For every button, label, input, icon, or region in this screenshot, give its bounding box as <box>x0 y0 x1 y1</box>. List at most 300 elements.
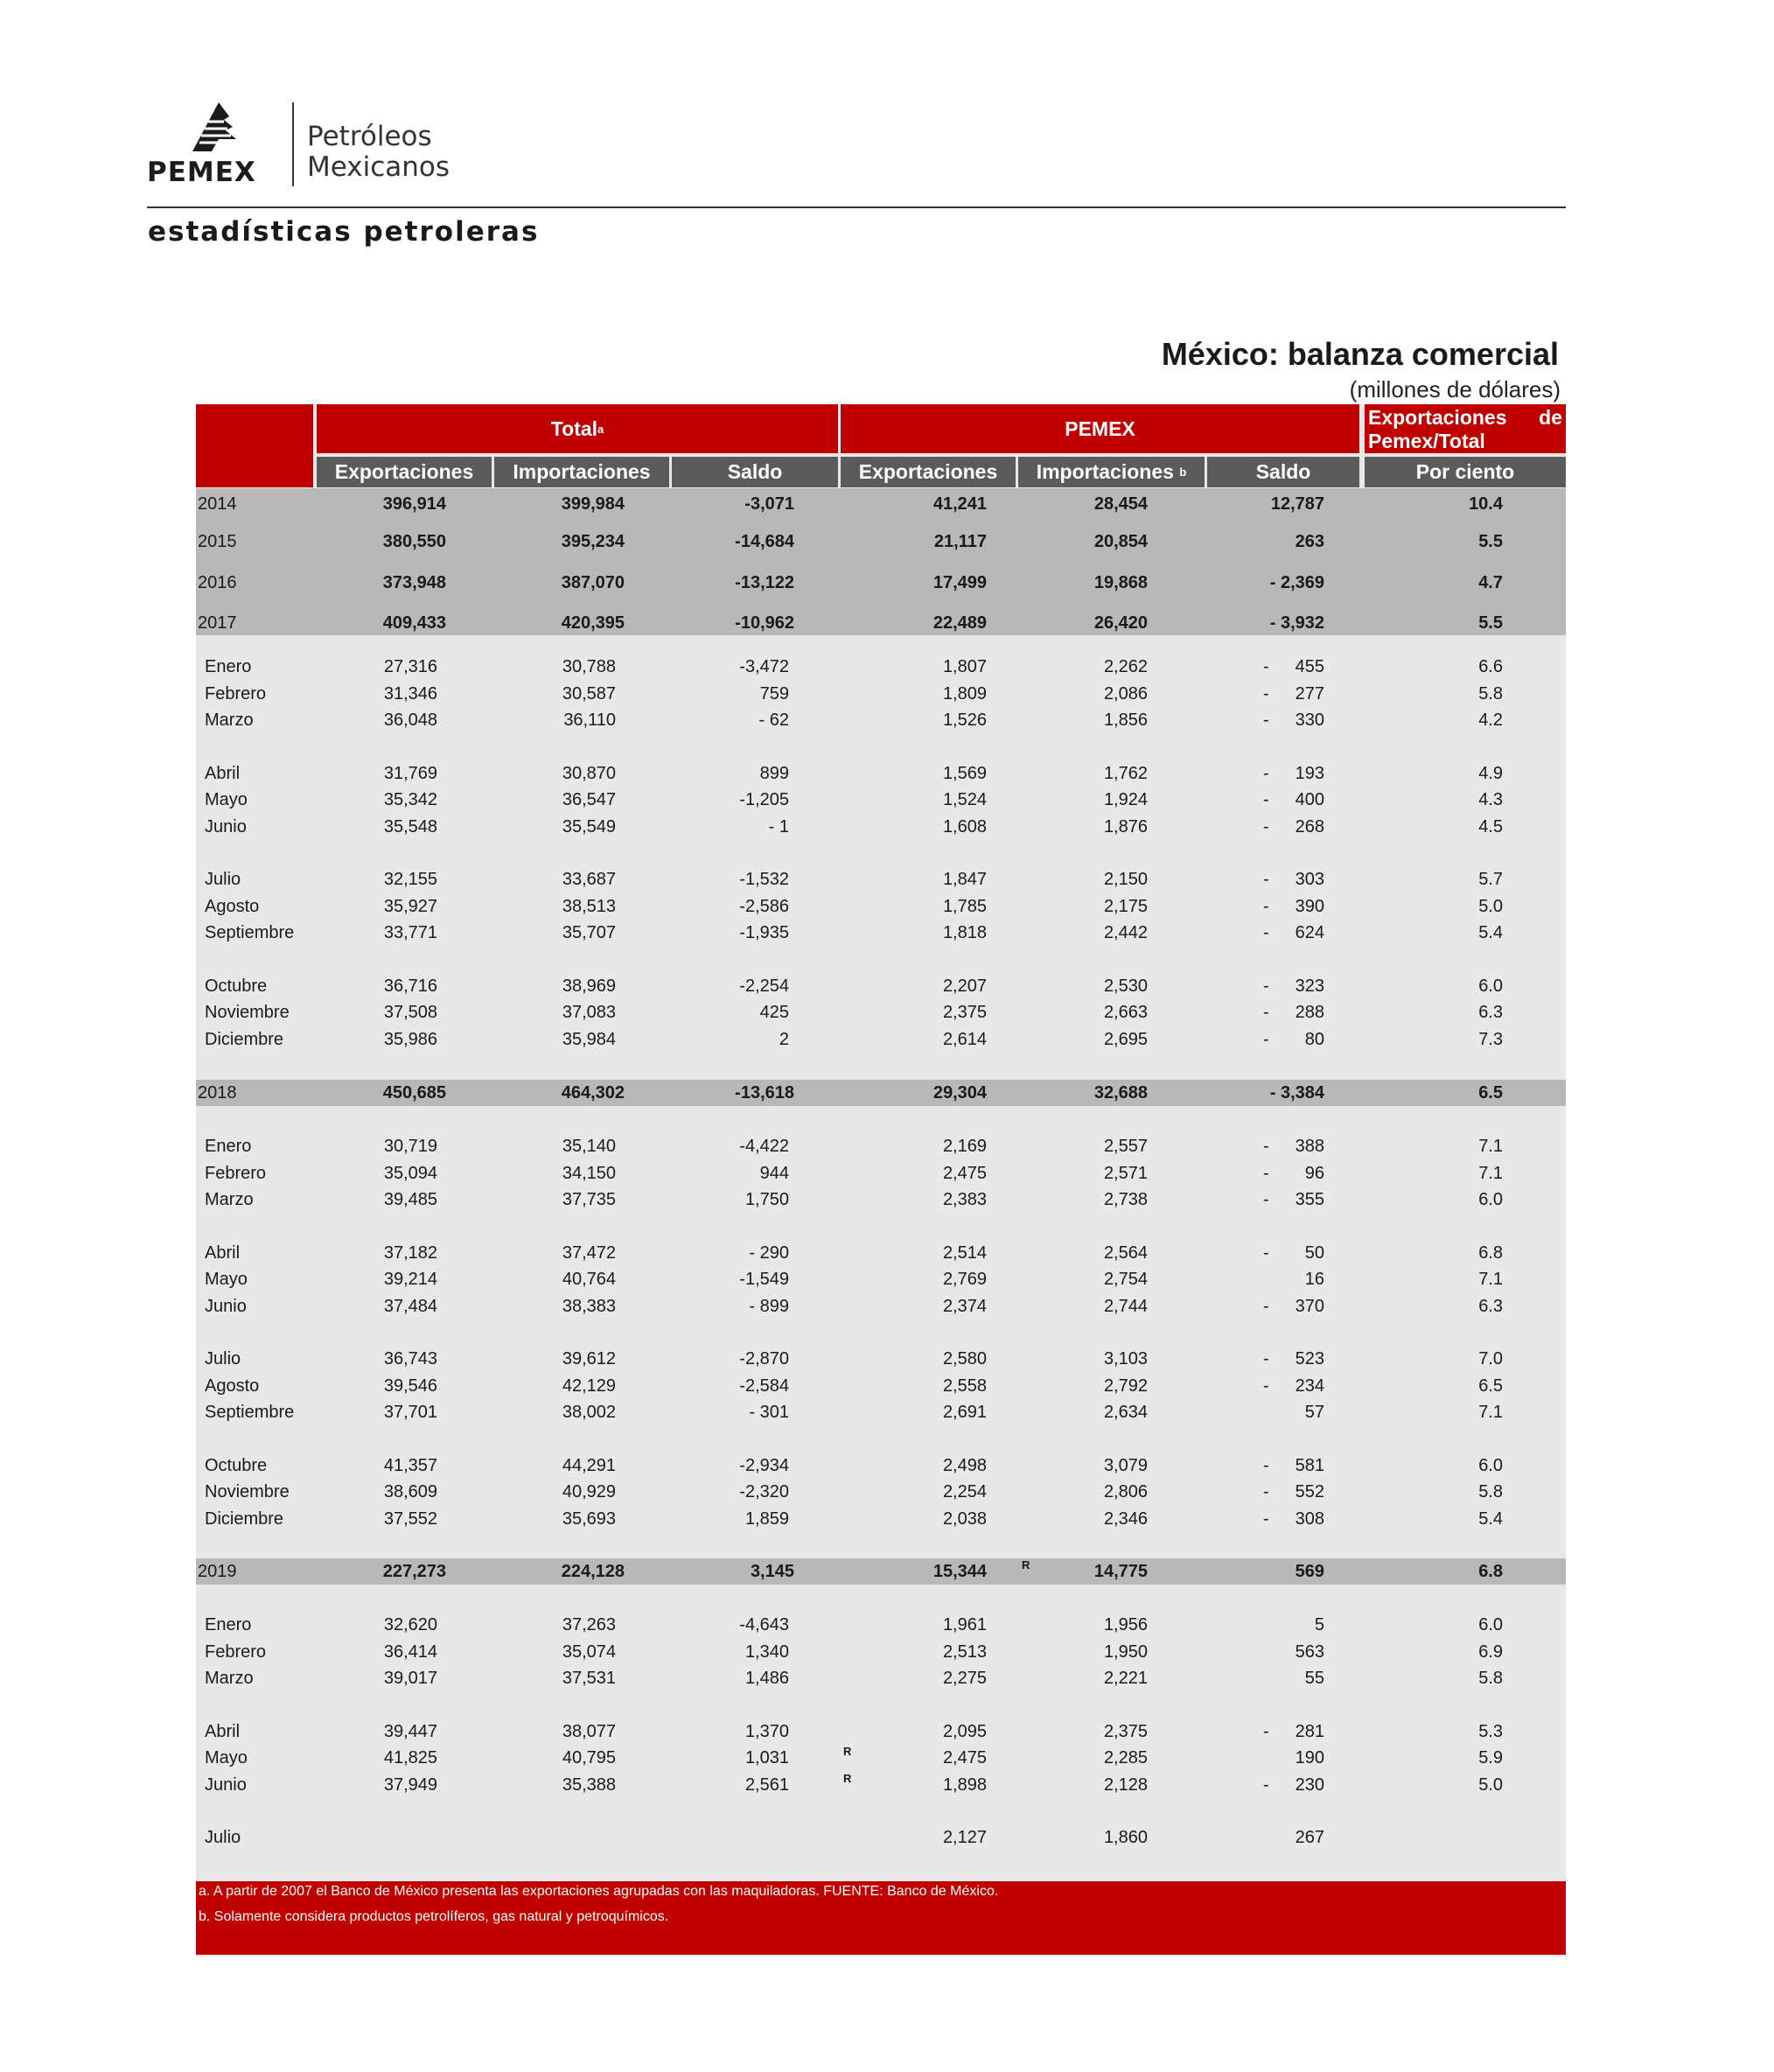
month-row <box>196 654 1566 680</box>
cell: 4.7 <box>1478 573 1503 592</box>
row-label: Abril <box>205 1722 241 1741</box>
row-label: 2016 <box>198 573 237 592</box>
negative-sign: - <box>1263 923 1269 942</box>
month-row <box>196 1772 1566 1798</box>
cell: 38,513 <box>562 897 616 916</box>
row-label: Febrero <box>205 684 267 704</box>
cell: 30,788 <box>562 657 616 676</box>
row-label: Noviembre <box>205 1003 290 1022</box>
cell: 7.0 <box>1478 1349 1503 1368</box>
month-row <box>196 893 1566 920</box>
pemex-imports-label: Importaciones <box>1036 460 1174 483</box>
cell: 41,357 <box>383 1456 437 1475</box>
cell: 5.4 <box>1478 923 1503 942</box>
cell: -2,586 <box>739 897 789 916</box>
cell: 944 <box>759 1164 789 1183</box>
cell: -3,472 <box>739 657 789 676</box>
cell: 2,695 <box>1103 1030 1148 1049</box>
cell: 28,454 <box>1093 494 1148 514</box>
row-label: Septiembre <box>205 1403 295 1422</box>
year-row-2018 <box>196 1080 1566 1106</box>
row-label: Junio <box>205 1297 247 1316</box>
cell: 39,612 <box>562 1349 616 1368</box>
cell: 31,769 <box>383 764 437 783</box>
document-units: (millones de dólares) <box>1349 376 1561 402</box>
cell: -10,962 <box>735 613 794 633</box>
month-row <box>196 866 1566 892</box>
col-header-total-exports: Exportaciones <box>317 457 492 487</box>
row-label: Abril <box>205 1243 241 1263</box>
negative-sign: - <box>1263 1190 1269 1209</box>
cell: 4.5 <box>1478 817 1503 836</box>
cell: 277 <box>1295 684 1324 704</box>
month-row <box>196 1665 1566 1691</box>
cell: 2,806 <box>1103 1482 1148 1502</box>
cell: 1,956 <box>1103 1615 1148 1634</box>
cell: 1,809 <box>942 684 987 704</box>
cell: 7.1 <box>1478 1270 1503 1289</box>
cell: 17,499 <box>932 573 987 592</box>
cell: 19,868 <box>1093 573 1148 592</box>
cell: -2,320 <box>739 1482 789 1502</box>
cell: 759 <box>759 684 789 704</box>
cell: 27,316 <box>383 657 437 676</box>
cell: 39,447 <box>383 1722 437 1741</box>
row-label: 2015 <box>198 532 237 551</box>
cell: 1,950 <box>1103 1642 1148 1662</box>
row-label: 2018 <box>198 1083 237 1102</box>
cell: 523 <box>1295 1349 1324 1368</box>
negative-sign: - <box>1263 897 1269 916</box>
cell: 39,017 <box>383 1669 437 1688</box>
cell: 2,128 <box>1103 1775 1148 1795</box>
cell: -3,071 <box>744 494 794 514</box>
cell: 2,498 <box>942 1456 987 1475</box>
negative-sign: - <box>1263 1030 1269 1049</box>
cell: 36,716 <box>383 976 437 996</box>
negative-sign: - <box>1263 1297 1269 1316</box>
cell: 1,860 <box>1103 1828 1148 1847</box>
col-header-total-balance: Saldo <box>672 457 838 487</box>
cell: 38,002 <box>562 1403 616 1422</box>
row-label: Enero <box>205 657 252 676</box>
row-label: Mayo <box>205 1270 248 1289</box>
cell: 37,472 <box>562 1243 616 1263</box>
cell: 35,094 <box>383 1164 437 1183</box>
cell: 36,547 <box>562 790 616 809</box>
cell: 35,074 <box>562 1642 616 1662</box>
cell: - 899 <box>749 1297 789 1316</box>
negative-sign: - <box>1263 1164 1269 1183</box>
month-row <box>196 1346 1566 1372</box>
cell: 2,475 <box>942 1164 987 1183</box>
cell: 388 <box>1295 1137 1324 1156</box>
cell: 1,762 <box>1103 764 1148 783</box>
month-row <box>196 1160 1566 1186</box>
cell: 2,346 <box>1103 1509 1148 1529</box>
col-header-total-imports: Importaciones <box>494 457 669 487</box>
cell: 38,383 <box>562 1297 616 1316</box>
footnotes-box <box>196 1881 1566 1955</box>
cell: - 301 <box>749 1403 789 1422</box>
cell: 267 <box>1295 1828 1324 1847</box>
cell: 4.2 <box>1478 710 1503 730</box>
cell: 2,691 <box>942 1403 987 1422</box>
month-row <box>196 1399 1566 1425</box>
cell: 35,693 <box>562 1509 616 1529</box>
row-label: Diciembre <box>205 1030 284 1049</box>
month-row <box>196 1293 1566 1320</box>
cell: - 2,369 <box>1269 573 1324 592</box>
cell: 39,485 <box>383 1190 437 1209</box>
negative-sign: - <box>1263 790 1269 809</box>
cell: 5.5 <box>1478 532 1503 551</box>
cell: 2,127 <box>942 1828 987 1847</box>
cell: 373,948 <box>382 573 446 592</box>
cell: 387,070 <box>561 573 625 592</box>
cell: 37,182 <box>383 1243 437 1263</box>
cell: 2,038 <box>942 1509 987 1529</box>
cell: 1,856 <box>1103 710 1148 730</box>
cell: 32,155 <box>383 870 437 889</box>
cell: 14,775 <box>1093 1562 1148 1581</box>
header-blank-cell <box>196 404 313 487</box>
cell: 40,795 <box>562 1748 616 1768</box>
cell: 4.9 <box>1478 764 1503 783</box>
cell: 6.3 <box>1478 1003 1503 1022</box>
cell: 2,769 <box>942 1270 987 1289</box>
cell: 193 <box>1295 764 1324 783</box>
cell: 409,433 <box>382 613 446 633</box>
cell: 1,785 <box>942 897 987 916</box>
negative-sign: - <box>1263 1376 1269 1396</box>
cell: 190 <box>1295 1748 1324 1768</box>
year-row-2015 <box>196 528 1566 555</box>
cell: 80 <box>1304 1030 1324 1049</box>
cell: -14,684 <box>735 532 794 551</box>
row-label: Marzo <box>205 1669 254 1688</box>
cell: 425 <box>759 1003 789 1022</box>
logo-company-name <box>307 122 450 183</box>
cell: 26,420 <box>1093 613 1148 633</box>
row-label: Noviembre <box>205 1482 290 1502</box>
cell: 2,374 <box>942 1297 987 1316</box>
cell: 37,552 <box>383 1509 437 1529</box>
month-row <box>196 1506 1566 1532</box>
cell: 30,719 <box>383 1137 437 1156</box>
cell: 1,898 <box>942 1775 987 1795</box>
cell: 37,508 <box>383 1003 437 1022</box>
month-row <box>196 1240 1566 1266</box>
col-header-pemex-exports: Exportaciones <box>841 457 1016 487</box>
cell: 50 <box>1304 1243 1324 1263</box>
cell: 624 <box>1295 923 1324 942</box>
cell: 37,701 <box>383 1403 437 1422</box>
cell: -1,549 <box>739 1270 789 1289</box>
cell: 40,929 <box>562 1482 616 1502</box>
cell: 36,110 <box>563 710 616 730</box>
cell: 2,169 <box>942 1137 987 1156</box>
cell: 36,743 <box>383 1349 437 1368</box>
cell: 281 <box>1295 1722 1324 1741</box>
cell: 323 <box>1295 976 1324 996</box>
cell: 32,620 <box>383 1615 437 1634</box>
cell: 40,764 <box>562 1270 616 1289</box>
cell: 6.6 <box>1478 657 1503 676</box>
cell: 7.1 <box>1478 1137 1503 1156</box>
cell: 380,550 <box>382 532 446 551</box>
cell: 2,558 <box>942 1376 987 1396</box>
cell: 35,548 <box>383 817 437 836</box>
row-label: Marzo <box>205 1190 254 1209</box>
cell: 39,214 <box>383 1270 437 1289</box>
negative-sign: - <box>1263 870 1269 889</box>
cell: 31,346 <box>383 684 437 704</box>
cell: 2 <box>779 1030 789 1049</box>
cell: 6.8 <box>1478 1562 1503 1581</box>
col-header-percent: Por ciento <box>1365 457 1566 487</box>
month-row <box>196 1186 1566 1213</box>
cell: 6.5 <box>1478 1376 1503 1396</box>
row-label: Enero <box>205 1615 252 1634</box>
ratio-header-line1: Exportaciones de <box>1368 406 1562 429</box>
negative-sign: - <box>1263 1456 1269 1475</box>
cell: 5.0 <box>1478 897 1503 916</box>
page-header <box>147 101 1566 192</box>
cell: 6.0 <box>1478 976 1503 996</box>
cell: 35,927 <box>383 897 437 916</box>
cell: 1,807 <box>942 657 987 676</box>
cell: 2,634 <box>1103 1403 1148 1422</box>
cell: 10.4 <box>1469 494 1503 514</box>
row-label: Agosto <box>205 1376 260 1396</box>
cell: 5.4 <box>1478 1509 1503 1529</box>
cell: 330 <box>1295 710 1324 730</box>
cell: 268 <box>1295 817 1324 836</box>
negative-sign: - <box>1263 1775 1269 1795</box>
cell: 2,221 <box>1103 1669 1148 1688</box>
cell: 420,395 <box>561 613 625 633</box>
cell: 400 <box>1295 790 1324 809</box>
month-row <box>196 1452 1566 1479</box>
cell: 37,484 <box>383 1297 437 1316</box>
cell: 5.3 <box>1478 1722 1503 1741</box>
month-row <box>196 814 1566 840</box>
cell: 1,859 <box>744 1509 789 1529</box>
negative-sign: - <box>1263 684 1269 704</box>
cell: 230 <box>1295 1775 1324 1795</box>
row-label: Julio <box>205 1828 241 1847</box>
cell: 2,095 <box>942 1722 987 1741</box>
total-group-header <box>317 404 838 453</box>
cell: 2,614 <box>942 1030 987 1049</box>
cell: 33,687 <box>562 870 616 889</box>
cell: - 3,932 <box>1269 613 1324 633</box>
cell: 2,375 <box>942 1003 987 1022</box>
cell: 355 <box>1295 1190 1324 1209</box>
pemex-group-header: PEMEX <box>841 404 1359 453</box>
year-row-2014 <box>196 491 1566 517</box>
cell: - 290 <box>749 1243 789 1263</box>
cell: 5 <box>1314 1615 1324 1634</box>
negative-sign: - <box>1263 1349 1269 1368</box>
cell: 5.0 <box>1478 1775 1503 1795</box>
cell: 5.8 <box>1478 684 1503 704</box>
row-label: Febrero <box>205 1642 267 1662</box>
cell: 2,738 <box>1103 1190 1148 1209</box>
cell: 390 <box>1295 897 1324 916</box>
cell: 2,285 <box>1103 1748 1148 1768</box>
cell: 36,414 <box>383 1642 437 1662</box>
month-row <box>196 681 1566 707</box>
cell: 2,744 <box>1103 1297 1148 1316</box>
month-row <box>196 999 1566 1026</box>
cell: 32,688 <box>1093 1083 1148 1102</box>
cell: 38,077 <box>562 1722 616 1741</box>
revision-mark: R <box>843 1745 852 1758</box>
cell: 20,854 <box>1093 532 1148 551</box>
cell: -4,422 <box>739 1137 789 1156</box>
month-row <box>196 760 1566 787</box>
row-label: Mayo <box>205 790 248 809</box>
ratio-group-header <box>1365 404 1566 453</box>
cell: 2,754 <box>1103 1270 1148 1289</box>
cell: 30,587 <box>562 684 616 704</box>
cell: - 1 <box>768 817 789 836</box>
month-row <box>196 973 1566 999</box>
cell: 2,530 <box>1103 976 1148 996</box>
month-row <box>196 1133 1566 1159</box>
cell: -1,532 <box>739 870 789 889</box>
cell: 44,291 <box>562 1456 616 1475</box>
month-row <box>196 1026 1566 1053</box>
cell: 3,103 <box>1103 1349 1148 1368</box>
cell: 370 <box>1295 1297 1324 1316</box>
row-label: Marzo <box>205 710 254 730</box>
cell: 6.8 <box>1478 1243 1503 1263</box>
cell: 39,546 <box>383 1376 437 1396</box>
cell: -2,254 <box>739 976 789 996</box>
row-label: Junio <box>205 1775 247 1795</box>
cell: 38,969 <box>562 976 616 996</box>
cell: 2,514 <box>942 1243 987 1263</box>
cell: 1,486 <box>744 1669 789 1688</box>
pemex-imports-footnote-mark: b <box>1179 466 1187 479</box>
cell: 6.0 <box>1478 1615 1503 1634</box>
cell: -13,122 <box>735 573 794 592</box>
cell: 35,707 <box>562 923 616 942</box>
row-label: Junio <box>205 817 247 836</box>
cell: 35,342 <box>383 790 437 809</box>
section-title: estadísticas petroleras <box>148 216 540 248</box>
cell: -2,934 <box>739 1456 789 1475</box>
cell: 35,549 <box>562 817 616 836</box>
cell: 2,557 <box>1103 1137 1148 1156</box>
negative-sign: - <box>1263 1137 1269 1156</box>
cell: 303 <box>1295 870 1324 889</box>
cell: 2,086 <box>1103 684 1148 704</box>
cell: 16 <box>1304 1270 1324 1289</box>
cell: 12,787 <box>1270 494 1324 514</box>
cell: 899 <box>759 764 789 783</box>
logo-name-line2: Mexicanos <box>307 151 450 183</box>
cell: 6.3 <box>1478 1297 1503 1316</box>
row-label: Enero <box>205 1137 252 1156</box>
cell: -2,870 <box>739 1349 789 1368</box>
cell: 37,531 <box>562 1669 616 1688</box>
eagle-logo-icon <box>184 101 245 153</box>
cell: 57 <box>1304 1403 1324 1422</box>
month-row <box>196 787 1566 813</box>
cell: 2,254 <box>942 1482 987 1502</box>
cell: 21,117 <box>933 532 987 551</box>
cell: 2,561 <box>744 1775 789 1795</box>
cell: 35,986 <box>383 1030 437 1049</box>
cell: 6.5 <box>1478 1083 1503 1102</box>
cell: 1,524 <box>942 790 987 809</box>
cell: 1,526 <box>942 710 987 730</box>
cell: 2,383 <box>942 1190 987 1209</box>
cell: 1,340 <box>744 1642 789 1662</box>
cell: 5.9 <box>1478 1748 1503 1768</box>
total-label: Total <box>550 416 597 440</box>
ratio-header-line2: Pemex/Total <box>1368 430 1485 452</box>
cell: 35,140 <box>562 1137 616 1156</box>
revision-mark: R <box>1022 1558 1030 1572</box>
cell: 5.8 <box>1478 1482 1503 1502</box>
cell: 1,924 <box>1103 790 1148 809</box>
row-label: 2019 <box>198 1562 237 1581</box>
month-row <box>196 707 1566 733</box>
footnote-a: a. A partir de 2007 el Banco de México presenta las exportaciones agrupadas con las maquiladoras. FUENTE: Banco de México. <box>199 1884 999 1899</box>
cell: 2,571 <box>1103 1164 1148 1183</box>
cell: 41,825 <box>383 1748 437 1768</box>
cell: 3,145 <box>750 1562 794 1581</box>
cell: 7.1 <box>1478 1164 1503 1183</box>
cell: 2,580 <box>942 1349 987 1368</box>
cell: 1,876 <box>1103 817 1148 836</box>
negative-sign: - <box>1263 1482 1269 1502</box>
cell: 224,128 <box>561 1562 625 1581</box>
cell: 42,129 <box>562 1376 616 1396</box>
row-label: 2017 <box>198 613 237 633</box>
row-label: 2014 <box>198 494 237 514</box>
logo-divider <box>292 102 294 186</box>
cell: 37,735 <box>562 1190 616 1209</box>
year-row-2017 <box>196 610 1566 636</box>
total-footnote-mark: a <box>597 422 604 436</box>
cell: 5.8 <box>1478 1669 1503 1688</box>
cell: 41,241 <box>932 494 987 514</box>
row-label: Diciembre <box>205 1509 284 1529</box>
row-label: Febrero <box>205 1164 267 1183</box>
pemex-wordmark: PEMEX <box>147 157 256 188</box>
cell: 22,489 <box>932 613 987 633</box>
month-row <box>196 1266 1566 1292</box>
cell: 35,984 <box>562 1030 616 1049</box>
cell: 2,207 <box>942 976 987 996</box>
revision-mark: R <box>843 1772 852 1785</box>
cell: -2,584 <box>739 1376 789 1396</box>
negative-sign: - <box>1263 1722 1269 1741</box>
month-row <box>196 1745 1566 1771</box>
cell: 399,984 <box>561 494 625 514</box>
cell: 308 <box>1295 1509 1324 1529</box>
cell: 552 <box>1295 1482 1324 1502</box>
year-row-2019 <box>196 1558 1566 1585</box>
footnote-b: b. Solamente considera productos petrolíferos, gas natural y petroquímicos. <box>199 1909 669 1924</box>
cell: 569 <box>1295 1562 1324 1581</box>
